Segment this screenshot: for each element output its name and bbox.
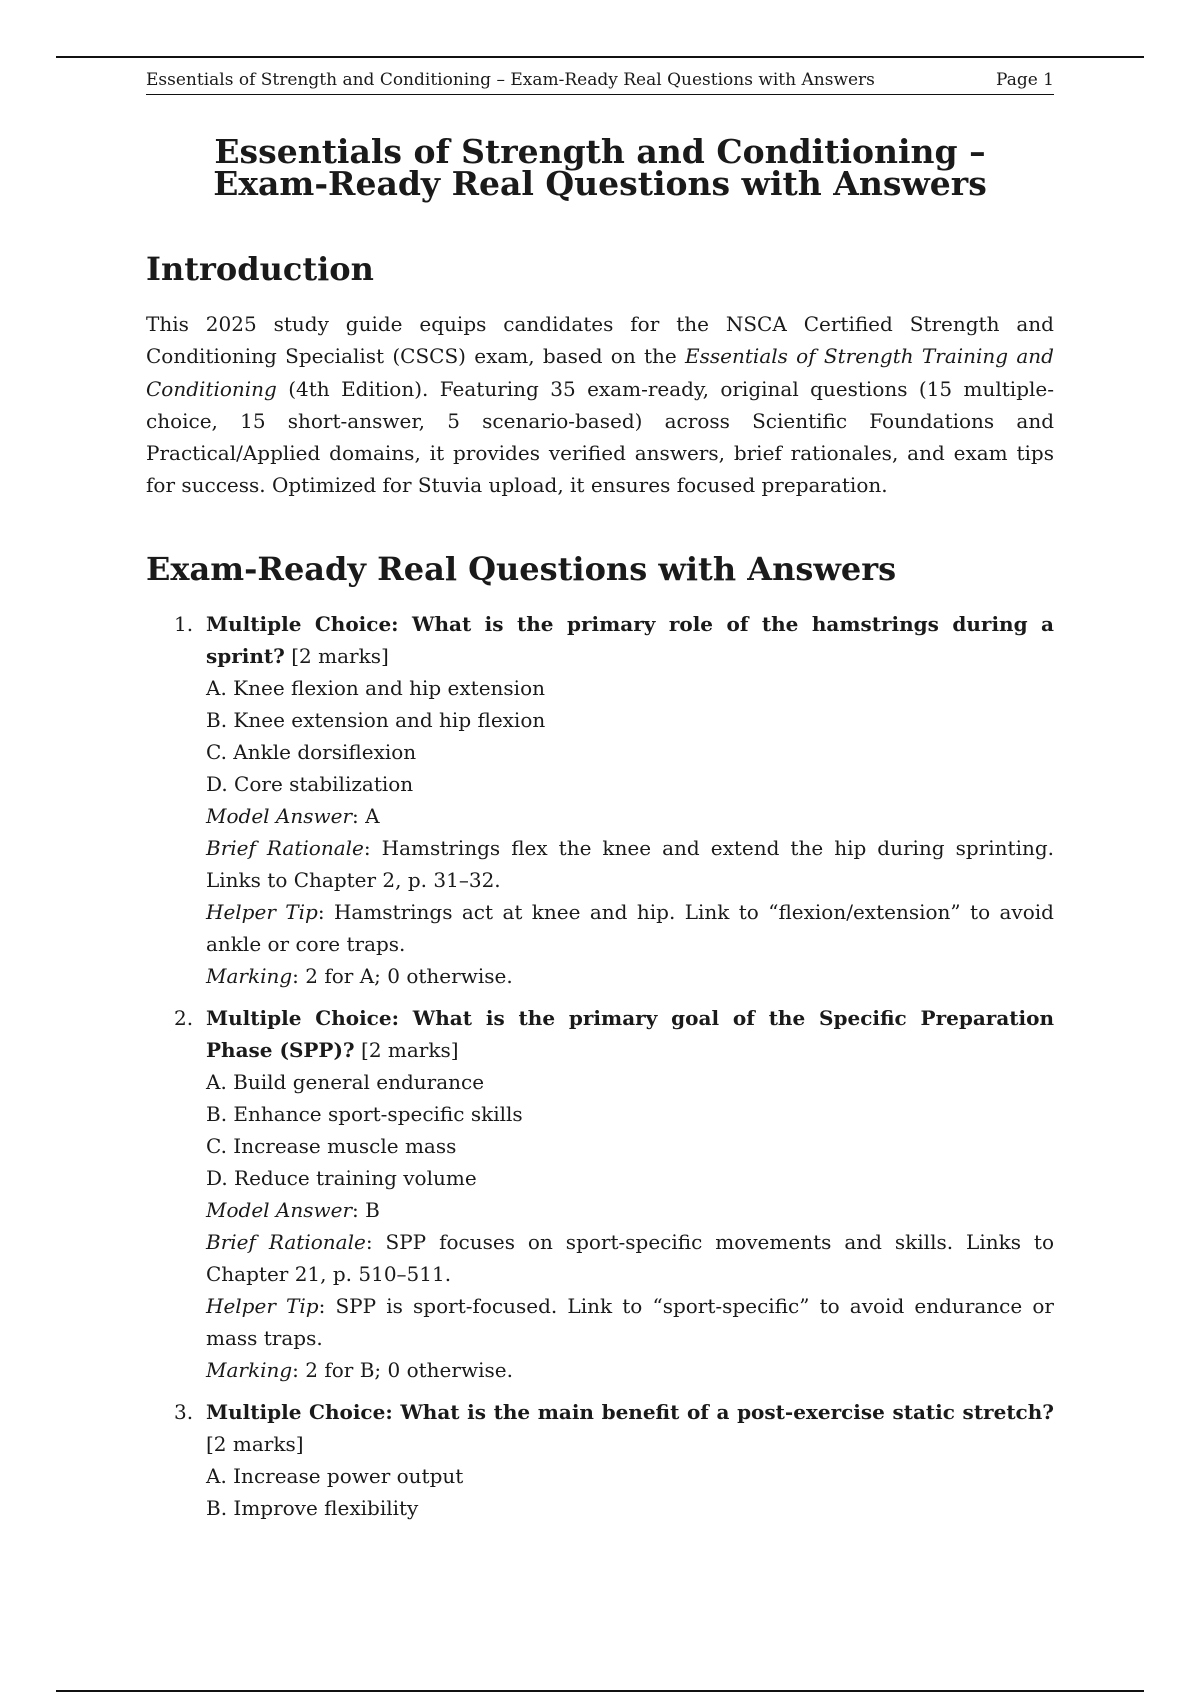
- intro-text-a: This 2025 study guide equips candidates for the NSCA Certified Strength and Conditioning Specialist (CSCS) exam, based on the: [146, 312, 1054, 369]
- helper-tip: Helper Tip: SPP is sport-focused. Link to “sport-specific” to avoid endurance or mass traps.: [206, 1293, 1054, 1350]
- questions-heading: Exam-Ready Real Questions with Answers: [146, 549, 897, 588]
- document-title: [146, 132, 1054, 203]
- marking-text: 2 for A; 0 otherwise.: [305, 963, 513, 988]
- answer-option: B. Knee extension and hip flexion: [206, 707, 546, 732]
- tip-label: Helper Tip: [206, 1293, 319, 1318]
- answer-option: C. Ankle dorsiflexion: [206, 739, 417, 764]
- running-title: Essentials of Strength and Conditioning – Exam-Ready Real Questions with Answers: [146, 70, 875, 90]
- question-stem: [206, 1002, 1054, 1066]
- marking-text: 2 for B; 0 otherwise.: [305, 1357, 513, 1382]
- marking-scheme: Marking: 2 for B; 0 otherwise.: [206, 1357, 513, 1382]
- answer-option: A. Increase power output: [206, 1463, 464, 1488]
- top-rule: [56, 56, 1144, 58]
- title-line-1: Essentials of Strength and Conditioning –: [214, 132, 986, 171]
- page-number: Page 1: [996, 70, 1054, 90]
- model-answer-label: Model Answer: [206, 803, 353, 828]
- marking-label: Marking: [206, 963, 293, 988]
- question-text: Multiple Choice: What is the main benefit of a post-exercise static stretch?: [206, 1399, 1054, 1424]
- answer-option: D. Reduce training volume: [206, 1165, 477, 1190]
- question-marks: [2 marks]: [291, 643, 389, 668]
- tip-text: Hamstrings act at knee and hip. Link to “flexion/extension” to avoid ankle or core traps.: [206, 899, 1054, 956]
- answer-option: C. Increase muscle mass: [206, 1133, 457, 1158]
- page-content: [146, 132, 1055, 1534]
- answer-option: B. Improve flexibility: [206, 1495, 419, 1520]
- model-answer-value: B: [365, 1197, 380, 1222]
- marking-label: Marking: [206, 1357, 293, 1382]
- bottom-rule: [56, 1690, 1144, 1692]
- helper-tip: Helper Tip: Hamstrings act at knee and hip. Link to “flexion/extension” to avoid ankle or core traps.: [206, 899, 1054, 956]
- question-item: [146, 1002, 1054, 1386]
- rationale-label: Brief Rationale: [206, 835, 364, 860]
- model-answer: Model Answer: B: [206, 1197, 380, 1222]
- question-text: Multiple Choice: What is the primary goal of the Specific Preparation Phase (SPP)?: [206, 1005, 1054, 1062]
- title-line-2: Exam-Ready Real Questions with Answers: [213, 164, 987, 203]
- tip-label: Helper Tip: [206, 899, 318, 924]
- marking-scheme: Marking: 2 for A; 0 otherwise.: [206, 963, 513, 988]
- answer-option: A. Knee flexion and hip extension: [206, 675, 545, 700]
- model-answer: Model Answer: A: [206, 803, 380, 828]
- introduction-paragraph: [146, 308, 1054, 502]
- model-answer-label: Model Answer: [206, 1197, 353, 1222]
- tip-text: SPP is sport-focused. Link to “sport-specific” to avoid endurance or mass traps.: [206, 1293, 1054, 1350]
- question-item: [146, 608, 1054, 992]
- running-header: [146, 70, 1054, 95]
- question-number: 1.: [174, 611, 194, 636]
- intro-text-b: (4th Edition). Featuring 35 exam-ready, original questions (15 multiple-choice, 15 short-answer, 5 scenario-based) across Scientific Foundations and Practical/Applied domains, it provides verified answers, brief rationales, and exam tips for success. Optimized for Stuvia upload, it ensures focused preparation.: [146, 376, 1054, 498]
- model-answer-value: A: [365, 803, 380, 828]
- rationale-text: Hamstrings flex the knee and extend the hip during sprinting. Links to Chapter 2, p. 31–32.: [206, 835, 1055, 892]
- question-number: 2.: [174, 1005, 194, 1030]
- introduction-heading: Introduction: [146, 250, 374, 288]
- question-marks: [2 marks]: [361, 1037, 459, 1062]
- question-stem: [206, 608, 1054, 672]
- rationale-text: SPP focuses on sport-specific movements and skills. Links to Chapter 21, p. 510–511.: [206, 1229, 1055, 1286]
- brief-rationale: Brief Rationale: SPP focuses on sport-specific movements and skills. Links to Chapter 21, p. 510–511.: [206, 1229, 1055, 1286]
- question-item: [146, 1396, 1054, 1524]
- rationale-label: Brief Rationale: [206, 1229, 366, 1254]
- brief-rationale: Brief Rationale: Hamstrings flex the knee and extend the hip during sprinting. Links to Chapter 2, p. 31–32.: [206, 835, 1055, 892]
- question-list: [146, 608, 1054, 1524]
- question-number: 3.: [174, 1399, 194, 1424]
- question-text: Multiple Choice: What is the primary role of the hamstrings during a sprint?: [206, 611, 1054, 668]
- answer-option: D. Core stabilization: [206, 771, 414, 796]
- answer-option: B. Enhance sport-specific skills: [206, 1101, 523, 1126]
- answer-option: A. Build general endurance: [206, 1069, 485, 1094]
- book-title: Essentials of Strength Training and Conditioning: [146, 344, 1054, 401]
- question-marks: [2 marks]: [206, 1431, 304, 1456]
- question-stem: [206, 1396, 1054, 1460]
